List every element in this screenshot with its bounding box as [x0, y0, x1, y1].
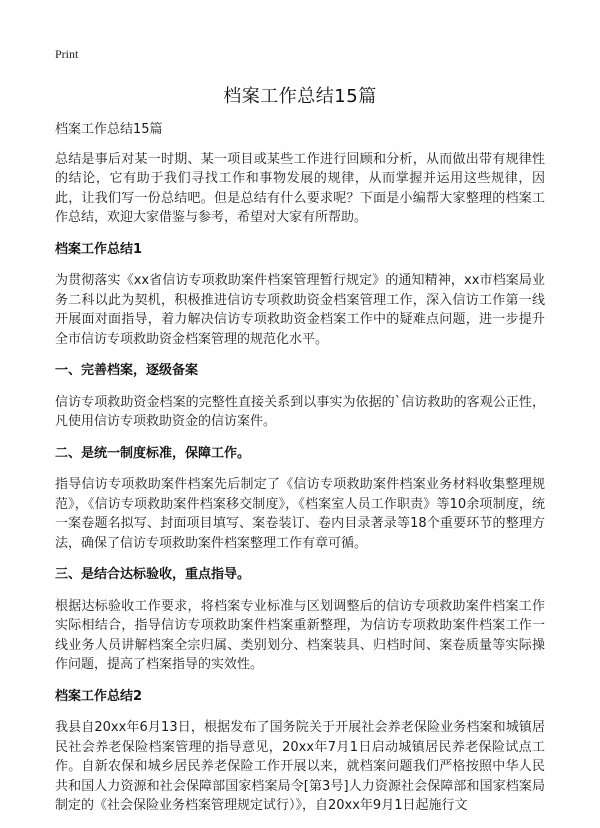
section-heading-2: 档案工作总结2 [55, 688, 143, 704]
section-heading-1: 档案工作总结1 [55, 241, 143, 257]
section1-paragraph: 为贯彻落实《xx省信访专项救助案件档案管理暂行规定》的通知精神，xx市档案局业务二科以此为契机，积极推进信访专项救助资金档案管理工作，深入信访工作第一线开展面对面指导，着力解决信访专项救助资金档案工作中的疑难点问题，进一步提升全市信访专项救助资金档案管理的规范化水平。 [55, 273, 545, 347]
section2-paragraph: 我县自20xx年6月13日，根据发布了国务院关于开展社会养老保险业务档案和城镇居民社会养老保险档案管理的指导意见，20xx年7月1日启动城镇居民养老保险试点工作。自新农保和城乡居民养老保险工作开展以来，就档案问题我们严格按照中华人民共和国人力资源和社会保障部国家档案局令[第3号]人力资源社会保障部和国家档案局制定的《社会保险业务档案管理规定试行）》，自20xx年9月1日起施行文 [55, 720, 545, 813]
document-title: 档案工作总结15篇 [223, 86, 377, 107]
document-subtitle: 档案工作总结15篇 [55, 122, 163, 137]
print-link[interactable]: Print [55, 47, 79, 61]
subsection-heading-2: 二、是统一制度标准，保障工作。 [55, 445, 251, 461]
subsection2-paragraph: 指导信访专项救助案件档案先后制定了《信访专项救助案件档案业务材料收集整理规范》，《信访专项救助案件档案移交制度》，《档案室人员工作职责》等10余项制度，统一案卷题名拟写、封面项目填写、案卷装订、卷内目录著录等18个重要环节的整理方法，确保了信访专项救助案件档案整理工作有章可循。 [55, 477, 545, 551]
subsection3-paragraph: 根据达标验收工作要求，将档案专业标准与区划调整后的信访专项救助案件档案工作实际相结合，指导信访专项救助案件档案重新整理，为信访专项救助案件档案工作一线业务人员讲解档案全宗归属、类别划分、档案装具、归档时间、案卷质量等实际操作问题，提高了档案指导的实效性。 [55, 598, 545, 672]
subsection1-paragraph: 信访专项救助资金档案的完整性直接关系到以事实为依据的`信访救助的客观公正性，凡使用信访专项救助资金的信访案件。 [55, 394, 545, 429]
subsection-heading-1: 一、完善档案，逐级备案 [55, 363, 199, 378]
subsection-heading-3: 三、是结合达标验收，重点指导。 [55, 567, 251, 582]
intro-paragraph: 总结是事后对某一时期、某一项目或某些工作进行回顾和分析，从而做出带有规律性的结论，它有助于我们寻找工作和事物发展的规律，从而掌握并运用这些规律，因此，让我们写一份总结吧。但是总结有什么要求呢？下面是小编帮大家整理的档案工作总结，欢迎大家借鉴与参考，希望对大家有所帮助。 [55, 151, 545, 225]
document-body [55, 120, 545, 828]
